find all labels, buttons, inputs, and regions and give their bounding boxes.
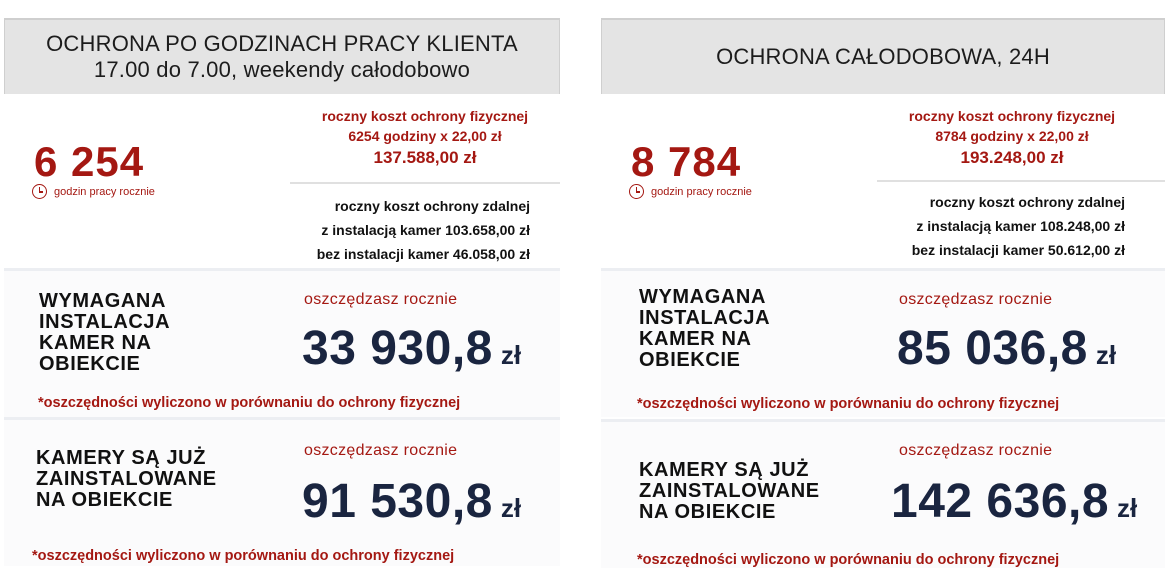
divider xyxy=(877,180,1165,182)
panel-header xyxy=(4,18,560,94)
remote-cost-with-cameras: z instalacją kamer 103.658,00 zł xyxy=(321,222,530,238)
option-title-line: OBIEKCIE xyxy=(639,349,741,371)
currency: zł xyxy=(1095,340,1117,370)
clock-icon xyxy=(629,184,644,199)
option-title-line: INSTALACJA xyxy=(639,307,771,329)
hours-caption xyxy=(32,184,155,199)
hours-caption xyxy=(629,184,752,199)
savings-label: oszczędzasz rocznie xyxy=(304,291,458,308)
option-title-line: ZAINSTALOWANE xyxy=(36,468,217,490)
header-title: OCHRONA CAŁODOBOWA, 24H xyxy=(716,44,1050,69)
panel-after-hours xyxy=(4,18,560,568)
physical-cost-title: roczny koszt ochrony fizycznej xyxy=(908,108,1116,124)
option-title-line: WYMAGANA xyxy=(39,290,167,312)
savings-note: *oszczędności wyliczono w porównaniu do ochrony fizycznej xyxy=(32,548,455,564)
remote-cost-without-cameras: bez instalacji kamer 46.058,00 zł xyxy=(316,246,530,262)
option-title-line: KAMERY SĄ JUŻ xyxy=(36,447,207,469)
savings-amount xyxy=(302,321,521,376)
option-camera-install xyxy=(4,271,560,417)
savings-label: oszczędzasz rocznie xyxy=(899,442,1053,459)
physical-cost-total: 193.248,00 zł xyxy=(960,148,1064,167)
option-cameras-installed xyxy=(601,422,1165,568)
option-title xyxy=(36,448,217,511)
remote-cost-title: roczny koszt ochrony zdalnej xyxy=(334,198,530,214)
savings-label: oszczędzasz rocznie xyxy=(899,291,1053,308)
option-title-line: NA OBIEKCIE xyxy=(639,501,776,523)
option-title-line: ZAINSTALOWANE xyxy=(639,480,820,502)
remote-cost-without-cameras: bez instalacji kamer 50.612,00 zł xyxy=(911,242,1125,258)
panel-header xyxy=(601,18,1165,94)
option-title-line: OBIEKCIE xyxy=(39,353,141,375)
physical-cost-calc: 6254 godziny x 22,00 zł xyxy=(348,128,502,144)
option-title-line: KAMER NA xyxy=(39,332,152,354)
option-cameras-installed xyxy=(4,420,560,566)
option-title-line: NA OBIEKCIE xyxy=(36,489,173,511)
savings-amount xyxy=(302,474,521,529)
hours-caption-text: godzin pracy rocznie xyxy=(54,185,155,198)
currency: zł xyxy=(500,493,522,523)
savings-value: 85 036,8 xyxy=(897,322,1088,375)
remote-cost xyxy=(837,190,1125,262)
panel-24h xyxy=(601,18,1165,568)
hours-value: 6 254 xyxy=(34,138,145,185)
physical-cost xyxy=(290,106,560,170)
savings-note: *oszczędności wyliczono w porównaniu do ochrony fizycznej xyxy=(637,396,1060,412)
clock-icon xyxy=(32,184,47,199)
divider xyxy=(290,182,560,184)
savings-value: 33 930,8 xyxy=(302,322,493,375)
physical-cost-calc: 8784 godziny x 22,00 zł xyxy=(935,128,1089,144)
savings-label: oszczędzasz rocznie xyxy=(304,442,458,459)
option-title-line: KAMERY SĄ JUŻ xyxy=(639,459,810,481)
physical-cost-total: 137.588,00 zł xyxy=(373,148,477,167)
currency: zł xyxy=(1117,493,1138,523)
option-title-line: INSTALACJA xyxy=(39,311,171,333)
remote-cost-with-cameras: z instalacją kamer 108.248,00 zł xyxy=(916,218,1125,234)
physical-cost xyxy=(877,106,1147,170)
savings-value: 91 530,8 xyxy=(302,475,493,528)
savings-value: 142 636,8 xyxy=(891,475,1110,528)
header-title: OCHRONA PO GODZINACH PRACY KLIENTA xyxy=(46,31,518,56)
header-subtitle: 17.00 do 7.00, weekendy całodobowo xyxy=(93,57,471,82)
hours-block xyxy=(4,98,560,268)
currency: zł xyxy=(500,340,522,370)
hours-value: 8 784 xyxy=(631,138,742,185)
option-title xyxy=(639,287,770,371)
remote-cost xyxy=(244,194,530,266)
savings-note: *oszczędności wyliczono w porównaniu do ochrony fizycznej xyxy=(637,552,1060,568)
option-title xyxy=(39,291,170,375)
option-title-line: KAMER NA xyxy=(639,328,752,350)
option-title xyxy=(639,460,820,523)
savings-amount xyxy=(897,321,1116,376)
hours-block xyxy=(601,98,1165,268)
savings-note: *oszczędności wyliczono w porównaniu do ochrony fizycznej xyxy=(38,395,461,411)
physical-cost-title: roczny koszt ochrony fizycznej xyxy=(321,108,529,124)
option-camera-install xyxy=(601,271,1165,417)
hours-caption-text: godzin pracy rocznie xyxy=(651,185,752,198)
savings-amount xyxy=(891,474,1137,529)
remote-cost-title: roczny koszt ochrony zdalnej xyxy=(929,194,1125,210)
option-title-line: WYMAGANA xyxy=(639,286,767,308)
